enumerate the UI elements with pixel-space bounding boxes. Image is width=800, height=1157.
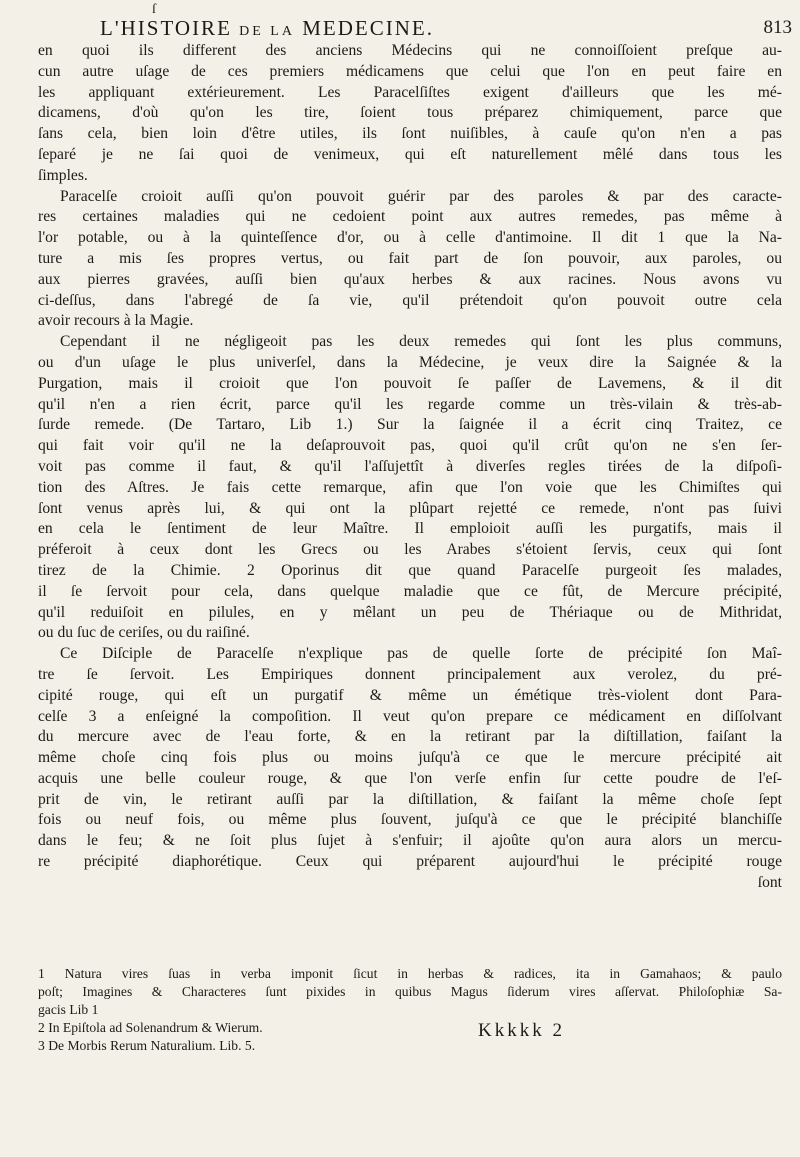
text-line: fois ou neuf fois, ou même plus ſouvent, juſqu'à ce que le précipité blanchiſſe — [38, 811, 782, 829]
footnotes — [38, 965, 782, 1055]
text-line: Cependant il ne négligeoit pas les deux remedes qui ſont les plus communs, — [60, 333, 782, 351]
text-line: voit pas comme il faut, & qu'il l'aſſujettît à diverſes regles tirées de la diſpoſi- — [38, 457, 782, 475]
footnote-line: gacis Lib 1 — [38, 1002, 99, 1017]
text-line: qu'il reduiſoit en pilules, en y mêlant un peu de Thériaque ou de Mithridat, — [38, 603, 782, 621]
text-line: préferoit à ceux dont les Grecs ou les Arabes s'étoient ſervis, ceux qui ſont — [38, 541, 782, 559]
text-line: il ſe ſervoit pour cela, dans quelque maladie que ce fût, de Mercure précipité, — [38, 582, 782, 600]
text-line: Paracelſe croioit auſſi qu'on pouvoit guérir par des paroles & par des caracte- — [60, 187, 782, 205]
text-line: prit de vin, le retirant auſſi par la diſtillation, & faiſant la même choſe ſept — [38, 790, 782, 808]
text-line: ſurde remede. (De Tartaro, Lib 1.) Sur la ſaignée il a écrit cinq Traitez, ce — [38, 416, 782, 434]
running-head-title-main: L'HISTOIRE — [100, 16, 232, 40]
footnote-line: 1 Natura vires ſuas in verba imponit ſicut in herbas & radices, ita in Gamahaos; & paulo — [38, 966, 782, 981]
text-line: les appliquant extérieurement. Les Paracelſiſtes exigent d'ailleurs que les mé- — [38, 83, 782, 101]
text-line: tirez de la Chimie. 2 Oporinus dit que quand Paracelſe purgeoit ſes malades, — [38, 561, 782, 579]
text-line: ou du ſuc de ceriſes, ou du raiſiné. — [38, 624, 250, 642]
text-line: cipité rouge, qui eſt un purgatif & même un émétique très-violent dont Para- — [38, 686, 782, 704]
text-line: qu'il n'en a rien écrit, parce qu'il les regarde comme un très-vilain & très-ab- — [38, 395, 782, 413]
text-line: celſe 3 a enſeigné la compoſition. Il veut qu'on prepare ce médicament en diſſolvant — [38, 707, 782, 725]
text-line: ou d'un uſage le plus univerſel, dans la Médecine, je veux dire la Saignée & la — [38, 353, 782, 371]
signature-mark: Kkkkk 2 — [478, 1020, 565, 1041]
page-number: 813 — [763, 17, 792, 38]
text-line: acquis une belle couleur rouge, & que l'on verſe enfin ſur cette poudre de l'eſ- — [38, 769, 782, 787]
text-line: du mercure avec de l'eau forte, & en la retirant par la diſtillation, faiſant la — [38, 728, 782, 746]
text-line: même choſe cinq fois plus ou moins juſqu'à ce que le mercure précipité ait — [38, 749, 782, 767]
text-line: tre ſe ſervoit. Les Empiriques donnent principalement aux verolez, du pré- — [38, 665, 782, 683]
body-text — [38, 41, 782, 894]
text-line: ſont venus après lui, & qui ont la plûpart rejetté ce remede, n'ont pas ſuivi — [38, 499, 782, 517]
text-line: en cela le ſentiment de leur Maître. Il emploioit auſſi les purgatifs, mais il — [38, 520, 782, 538]
text-line: dicamens, d'où qu'on les tire, ſoient tous préparez chimiquement, parce que — [38, 104, 782, 122]
text-line: ſimples. — [38, 166, 88, 184]
text-line: ci-deſſus, dans l'abregé de ſa vie, qu'il prétendoit qu'on pouvoit outre cela — [38, 291, 782, 309]
text-line: Purgation, mais il croioit que l'on pouvoit ſe paſſer de Lavemens, & il dit — [38, 374, 782, 392]
text-line: res certaines maladies qui ne cedoient point aux autres remedes, pas même à — [38, 208, 782, 226]
text-line: qui fait voir qu'il ne la deſaprouvoit pas, quoi qu'il crût qu'on ne s'en ſer- — [38, 437, 782, 455]
catchword: ſont — [757, 873, 782, 891]
text-line: tion des Aſtres. Je fais cette remarque, afin que l'on voie que les Chimiſtes qui — [38, 478, 782, 496]
footnote-line: poſt; Imagines & Characteres ſunt pixides in quibus Magus ſiderum vires aſſervat. Philoſophiæ Sa- — [38, 984, 782, 999]
footnote-line: 3 De Morbis Rerum Naturalium. Lib. 5. — [38, 1038, 256, 1053]
text-line: ture a mis ſes propres vertus, ou fait part de ſon pouvoir, aux paroles, ou — [38, 249, 782, 267]
top-mark: ſ — [152, 2, 156, 17]
running-head-title-small: DE LA — [239, 24, 295, 39]
text-line: avoir recours à la Magie. — [38, 312, 194, 330]
running-head-title-end: MEDECINE. — [302, 16, 434, 40]
text-line: ſeparé je ne ſai quoi de venimeux, qui eſt naturellement mêlé dans tous les — [38, 145, 782, 163]
text-line: Ce Diſciple de Paracelſe n'explique pas de quelle ſorte de précipité ſon Maî- — [60, 645, 782, 663]
text-line: ſans cela, bien loin d'être utiles, ils ſont nuiſibles, à cauſe qu'on n'en a pas — [38, 125, 782, 143]
text-line: aux pierres gravées, auſſi bien qu'aux herbes & aux racines. Nous avons vu — [38, 270, 782, 288]
text-line: en quoi ils different des anciens Médecins qui ne connoiſſoient preſque au- — [38, 42, 782, 59]
text-line: dans le feu; & ne ſoit plus ſujet à s'enfuir; il ajoûte qu'on aura alors un mercu- — [38, 832, 782, 850]
text-line: re précipité diaphorétique. Ceux qui préparent aujourd'hui le précipité rouge — [38, 853, 782, 871]
footnote-line: 2 In Epiſtola ad Solenandrum & Wierum. — [38, 1020, 263, 1035]
running-head — [100, 16, 792, 41]
text-line: l'or potable, ou à la quinteſſence d'or, ou à celle d'antimoine. Il dit 1 que la Na- — [38, 229, 782, 247]
text-line: cun autre uſage de ces premiers médicamens que celui que l'on en peut faire en — [38, 62, 782, 80]
